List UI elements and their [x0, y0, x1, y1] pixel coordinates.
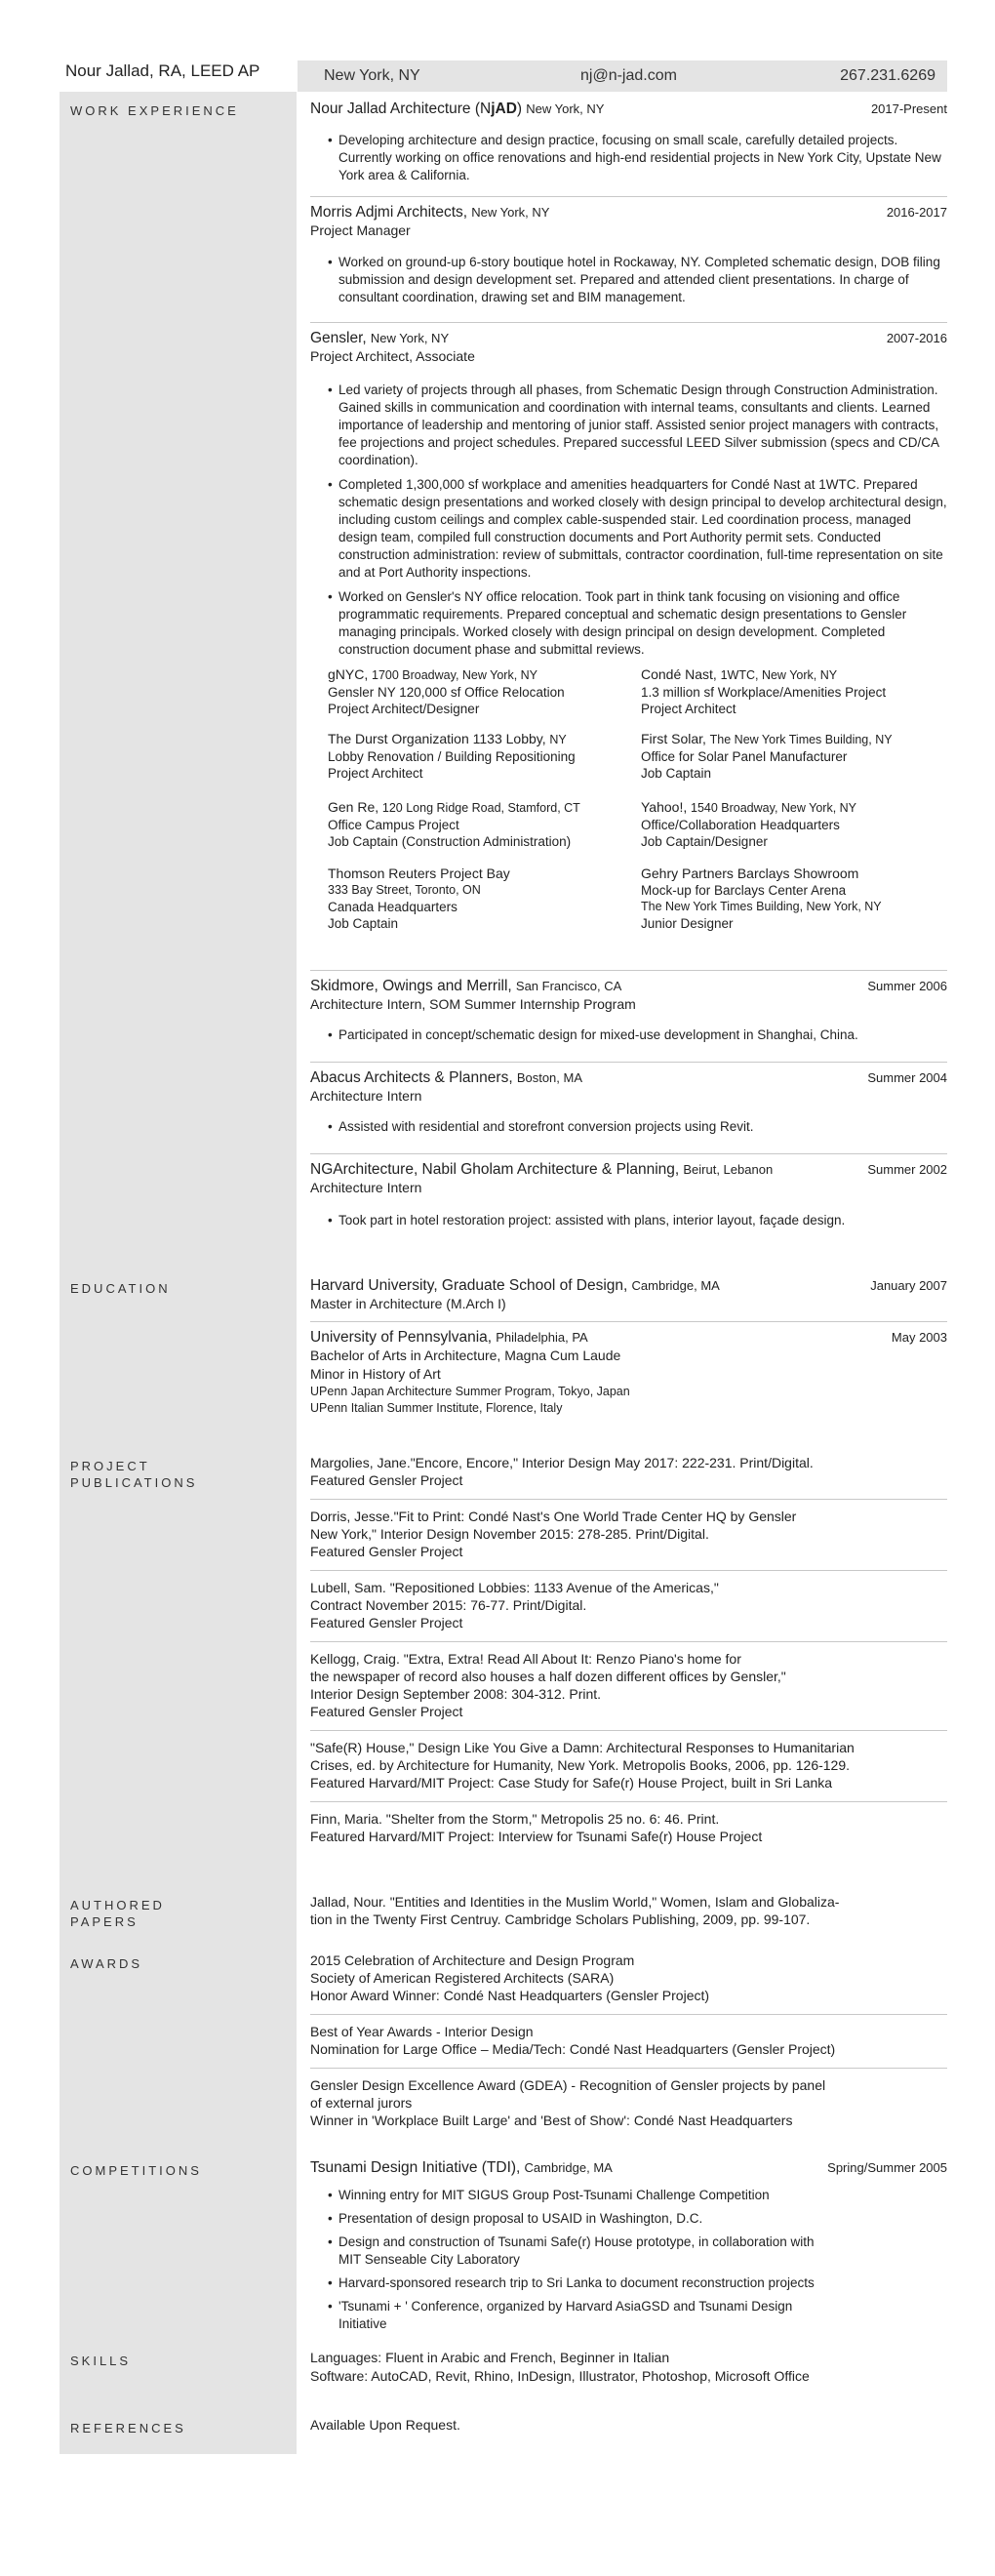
work-entry	[310, 322, 947, 950]
section-label-papers: AUTHORED PAPERS	[70, 1898, 165, 1929]
education-location: Cambridge, MA	[631, 1278, 720, 1293]
text-line: Finn, Maria. "Shelter from the Storm," Metropolis 25 no. 6: 46. Print.	[310, 1811, 720, 1827]
work-entry-head	[310, 329, 947, 347]
text-line: Winner in 'Workplace Built Large' and 'Best of Show': Condé Nast Headquarters	[310, 2113, 793, 2128]
text-line: New York," Interior Design November 2015: 278-285. Print/Digital.	[310, 1526, 709, 1542]
publication-item	[310, 1730, 947, 1791]
work-role: Architecture Intern	[310, 1088, 422, 1104]
work-location: New York, NY	[370, 331, 450, 345]
bullet-item: • Participated in concept/schematic design for mixed-use development in Shanghai, China.	[328, 1026, 947, 1044]
text-line: Featured Harvard/MIT Project: Interview for Tsunami Safe(r) House Project	[310, 1829, 763, 1844]
work-entry-head	[310, 977, 947, 995]
text-line: Nomination for Large Office – Media/Tech: Condé Nast Headquarters (Gensler Project)	[310, 2041, 836, 2057]
publication-item	[310, 1570, 947, 1631]
work-bullets	[310, 254, 947, 306]
competition-entry	[310, 2158, 947, 2339]
section-label-awards: AWARDS	[70, 1956, 143, 1971]
text-line: "Safe(R) House," Design Like You Give a Damn: Architectural Responses to Humanitarian	[310, 1740, 855, 1755]
education-head	[310, 1276, 947, 1295]
text-line: Lubell, Sam. "Repositioned Lobbies: 1133 Avenue of the Americas,"	[310, 1580, 719, 1595]
award-item	[310, 2068, 947, 2129]
project-item: Gen Re, 120 Long Ridge Road, Stamford, CT Office Campus Project Job Captain (Construction Administration)	[328, 799, 580, 849]
contact-email[interactable]: nj@n-jad.com	[580, 67, 677, 84]
education-entry	[310, 1321, 947, 1417]
paper-line: tion in the Twenty First Centruy. Cambridge Scholars Publishing, 2009, pp. 99-107.	[310, 1912, 811, 1927]
education-program: UPenn Japan Architecture Summer Program, Tokyo, Japan	[310, 1385, 630, 1398]
education-school: University of Pennsylvania,	[310, 1329, 493, 1346]
education-degree: Bachelor of Arts in Architecture, Magna Cum Laude	[310, 1348, 621, 1363]
work-entry-head	[310, 203, 947, 221]
bullet-item: • Presentation of design proposal to USAID in Washington, D.C.	[328, 2210, 837, 2228]
section-sidebar	[60, 92, 297, 2454]
bullet-item: • Developing architecture and design practice, focusing on small scale, carefully detailed projects. Currently working on office renovations and high-end residential projects in New York City, Upstate New York area & California.	[328, 132, 947, 184]
text-line: Featured Gensler Project	[310, 1704, 463, 1719]
bullet-item: • Completed 1,300,000 sf workplace and amenities headquarters for Condé Nast at 1WTC. Prepared schematic design presentations and worked closely with design principal to develop architectural design, including custom ceilings and complex cable-suspended stair. Led coordination process, managed design team, compiled full construction documents and Port Authority permit sets. Conducted construction administration: review of submittals, contractor coordination, full-time representation on site and at Port Authority inspections.	[328, 476, 947, 582]
work-org: Skidmore, Owings and Merrill,	[310, 978, 512, 994]
text-line: Best of Year Awards - Interior Design	[310, 2024, 534, 2039]
work-bullets	[310, 1212, 947, 1229]
text-line: Interior Design September 2008: 304-312. Print.	[310, 1686, 602, 1702]
section-label-references: REFERENCES	[70, 2421, 186, 2435]
work-date: Summer 2006	[867, 979, 947, 993]
education-program: UPenn Italian Summer Institute, Florence, Italy	[310, 1401, 563, 1415]
text-line: Kellogg, Craig. "Extra, Extra! Read All About It: Renzo Piano's home for	[310, 1651, 741, 1667]
education-entry	[310, 1276, 947, 1313]
text-line: Featured Gensler Project	[310, 1615, 463, 1630]
work-entry	[310, 1153, 947, 1236]
work-org: Abacus Architects & Planners,	[310, 1069, 513, 1086]
work-bullets	[310, 382, 947, 659]
text-line: Society of American Registered Architects (SARA)	[310, 1970, 615, 1986]
section-label-work: WORK EXPERIENCE	[70, 103, 239, 118]
paper-line: Jallad, Nour. "Entities and Identities in the Muslim World," Women, Islam and Globaliza-	[310, 1894, 840, 1910]
bullet-item: • Took part in hotel restoration project: assisted with plans, interior layout, façade design.	[328, 1212, 947, 1229]
project-item: The Durst Organization 1133 Lobby, NY Lobby Renovation / Building Repositioning Project Architect	[328, 731, 576, 781]
text-line: Contract November 2015: 76-77. Print/Digital.	[310, 1597, 587, 1613]
education-degree: Master in Architecture (M.Arch I)	[310, 1296, 506, 1311]
project-grid	[328, 666, 947, 950]
publications-list	[310, 1454, 947, 1845]
work-location: New York, NY	[526, 101, 605, 116]
contact-bar	[298, 60, 947, 92]
text-line: Margolies, Jane."Encore, Encore," Interior Design May 2017: 222-231. Print/Digital.	[310, 1455, 814, 1470]
work-entry-head	[310, 100, 947, 118]
work-location: New York, NY	[471, 205, 550, 220]
award-item	[310, 2014, 947, 2058]
text-line: Gensler Design Excellence Award (GDEA) - Recognition of Gensler projects by panel	[310, 2077, 826, 2093]
text-line: Featured Harvard/MIT Project: Case Study for Safe(r) House Project, built in Sri Lanka	[310, 1775, 833, 1791]
education-minor: Minor in History of Art	[310, 1366, 441, 1382]
work-entry	[310, 196, 947, 313]
work-org: Nour Jallad Architecture (NjAD)	[310, 101, 523, 117]
award-item	[310, 1952, 947, 2004]
work-role: Project Architect, Associate	[310, 348, 475, 364]
publication-item	[310, 1499, 947, 1560]
work-entry-head	[310, 1160, 947, 1179]
education-location: Philadelphia, PA	[496, 1330, 588, 1345]
contact-city: New York, NY	[324, 67, 420, 84]
bullet-item: • Winning entry for MIT SIGUS Group Post-Tsunami Challenge Competition	[328, 2187, 837, 2204]
work-date: 2007-2016	[886, 331, 947, 345]
work-role: Project Manager	[310, 222, 411, 238]
contact-phone: 267.231.6269	[840, 67, 935, 84]
competition-bullets	[310, 2187, 837, 2333]
publication-item	[310, 1454, 947, 1489]
education-date: May 2003	[891, 1330, 947, 1345]
project-item: Condé Nast, 1WTC, New York, NY 1.3 million sf Workplace/Amenities Project Project Architect	[641, 666, 887, 716]
competition-date: Spring/Summer 2005	[827, 2160, 947, 2175]
work-bullets	[310, 1118, 947, 1136]
text-line: 2015 Celebration of Architecture and Design Program	[310, 1952, 635, 1968]
project-item: Thomson Reuters Project Bay 333 Bay Street, Toronto, ON Canada Headquarters Job Captain	[328, 865, 510, 931]
text-line: Honor Award Winner: Condé Nast Headquarters (Gensler Project)	[310, 1988, 710, 2003]
text-line: the newspaper of record also houses a half dozen different offices by Gensler,"	[310, 1669, 786, 1684]
publication-item	[310, 1801, 947, 1845]
competition-org: Tsunami Design Initiative (TDI),	[310, 2159, 521, 2176]
section-label-publications: PROJECT PUBLICATIONS	[70, 1459, 198, 1490]
work-location: Beirut, Lebanon	[683, 1162, 774, 1177]
bullet-item: • Worked on Gensler's NY office relocation. Took part in think tank focusing on visioning and office programmatic requirements. Prepared conceptual and schematic design presentations to Gensler managing principals. Worked closely with design principal on design development. Completed construction document phase and submittal reviews.	[328, 588, 947, 659]
education-school: Harvard University, Graduate School of Design,	[310, 1277, 628, 1294]
project-item: First Solar, The New York Times Building, NY Office for Solar Panel Manufacturer Job Captain	[641, 731, 893, 781]
papers-entry	[310, 1893, 947, 1928]
work-location: Boston, MA	[516, 1070, 583, 1085]
education-date: January 2007	[870, 1278, 947, 1293]
project-item: gNYC, 1700 Broadway, New York, NY Gensler NY 120,000 sf Office Relocation Project Architect/Designer	[328, 666, 565, 716]
work-bullets	[310, 132, 947, 184]
awards-list	[310, 1952, 947, 2129]
bullet-item: • Design and construction of Tsunami Safe(r) House prototype, in collaboration with MIT Senseable City Laboratory	[328, 2234, 837, 2269]
references-entry	[310, 2416, 947, 2434]
work-bullets	[310, 1026, 947, 1044]
work-entry	[310, 970, 947, 1051]
work-entry	[310, 1062, 947, 1143]
project-item: Gehry Partners Barclays Showroom Mock-up for Barclays Center Arena The New York Times Building, New York, NY Junior Designer	[641, 865, 882, 931]
work-date: 2017-Present	[870, 101, 947, 116]
section-label-competitions: COMPETITIONS	[70, 2163, 202, 2178]
work-location: San Francisco, CA	[515, 979, 622, 993]
skills-software: Software: AutoCAD, Revit, Rhino, InDesign, Illustrator, Photoshop, Microsoft Office	[310, 2368, 810, 2384]
publication-item	[310, 1641, 947, 1720]
project-item: Yahoo!, 1540 Broadway, New York, NY Office/Collaboration Headquarters Job Captain/Designer	[641, 799, 857, 849]
resume-name: Nour Jallad, RA, LEED AP	[65, 61, 260, 80]
work-org: NGArchitecture, Nabil Gholam Architecture & Planning,	[310, 1161, 680, 1178]
text-line: Featured Gensler Project	[310, 1472, 463, 1488]
education-head	[310, 1328, 947, 1347]
work-org: Gensler,	[310, 330, 367, 346]
references-text: Available Upon Request.	[310, 2417, 460, 2433]
competition-location: Cambridge, MA	[524, 2160, 613, 2175]
section-label-skills: SKILLS	[70, 2354, 132, 2368]
work-entry	[310, 100, 947, 191]
work-org: Morris Adjmi Architects,	[310, 204, 468, 221]
skills-entry	[310, 2349, 947, 2386]
text-line: Dorris, Jesse."Fit to Print: Condé Nast's One World Trade Center HQ by Gensler	[310, 1509, 797, 1524]
competition-head	[310, 2158, 947, 2177]
text-line: Featured Gensler Project	[310, 1544, 463, 1559]
bullet-item: • Assisted with residential and storefront conversion projects using Revit.	[328, 1118, 947, 1136]
work-date: Summer 2002	[867, 1162, 947, 1177]
text-line: of external jurors	[310, 2095, 413, 2111]
work-date: Summer 2004	[867, 1070, 947, 1085]
work-role: Architecture Intern	[310, 1180, 422, 1195]
bullet-item: • Harvard-sponsored research trip to Sri Lanka to document reconstruction projects	[328, 2274, 837, 2292]
section-label-education: EDUCATION	[70, 1281, 171, 1296]
work-entry-head	[310, 1068, 947, 1087]
work-date: 2016-2017	[886, 205, 947, 220]
bullet-item: • Led variety of projects through all phases, from Schematic Design through Construction Administration. Gained skills in communication and coordination with internal teams, consultants and clients. Learned importance of leadership and mentoring of junior staff. Assisted senior project managers with contracts, fee projections and project schedules. Prepared successful LEED Silver submission (specs and CD/CA coordination).	[328, 382, 947, 469]
work-role: Architecture Intern, SOM Summer Internship Program	[310, 996, 636, 1012]
text-line: Crises, ed. by Architecture for Humanity, New York. Metropolis Books, 2006, pp. 126-129.	[310, 1757, 851, 1773]
bullet-item: • 'Tsunami + ' Conference, organized by Harvard AsiaGSD and Tsunami Design Initiative	[328, 2298, 837, 2333]
skills-languages: Languages: Fluent in Arabic and French, Beginner in Italian	[310, 2350, 670, 2365]
bullet-item: • Worked on ground-up 6-story boutique hotel in Rockaway, NY. Completed schematic design, DOB filing submission and design development set. Prepared and attended client presentations. In charge of consultant coordination, drawing set and BIM management.	[328, 254, 947, 306]
